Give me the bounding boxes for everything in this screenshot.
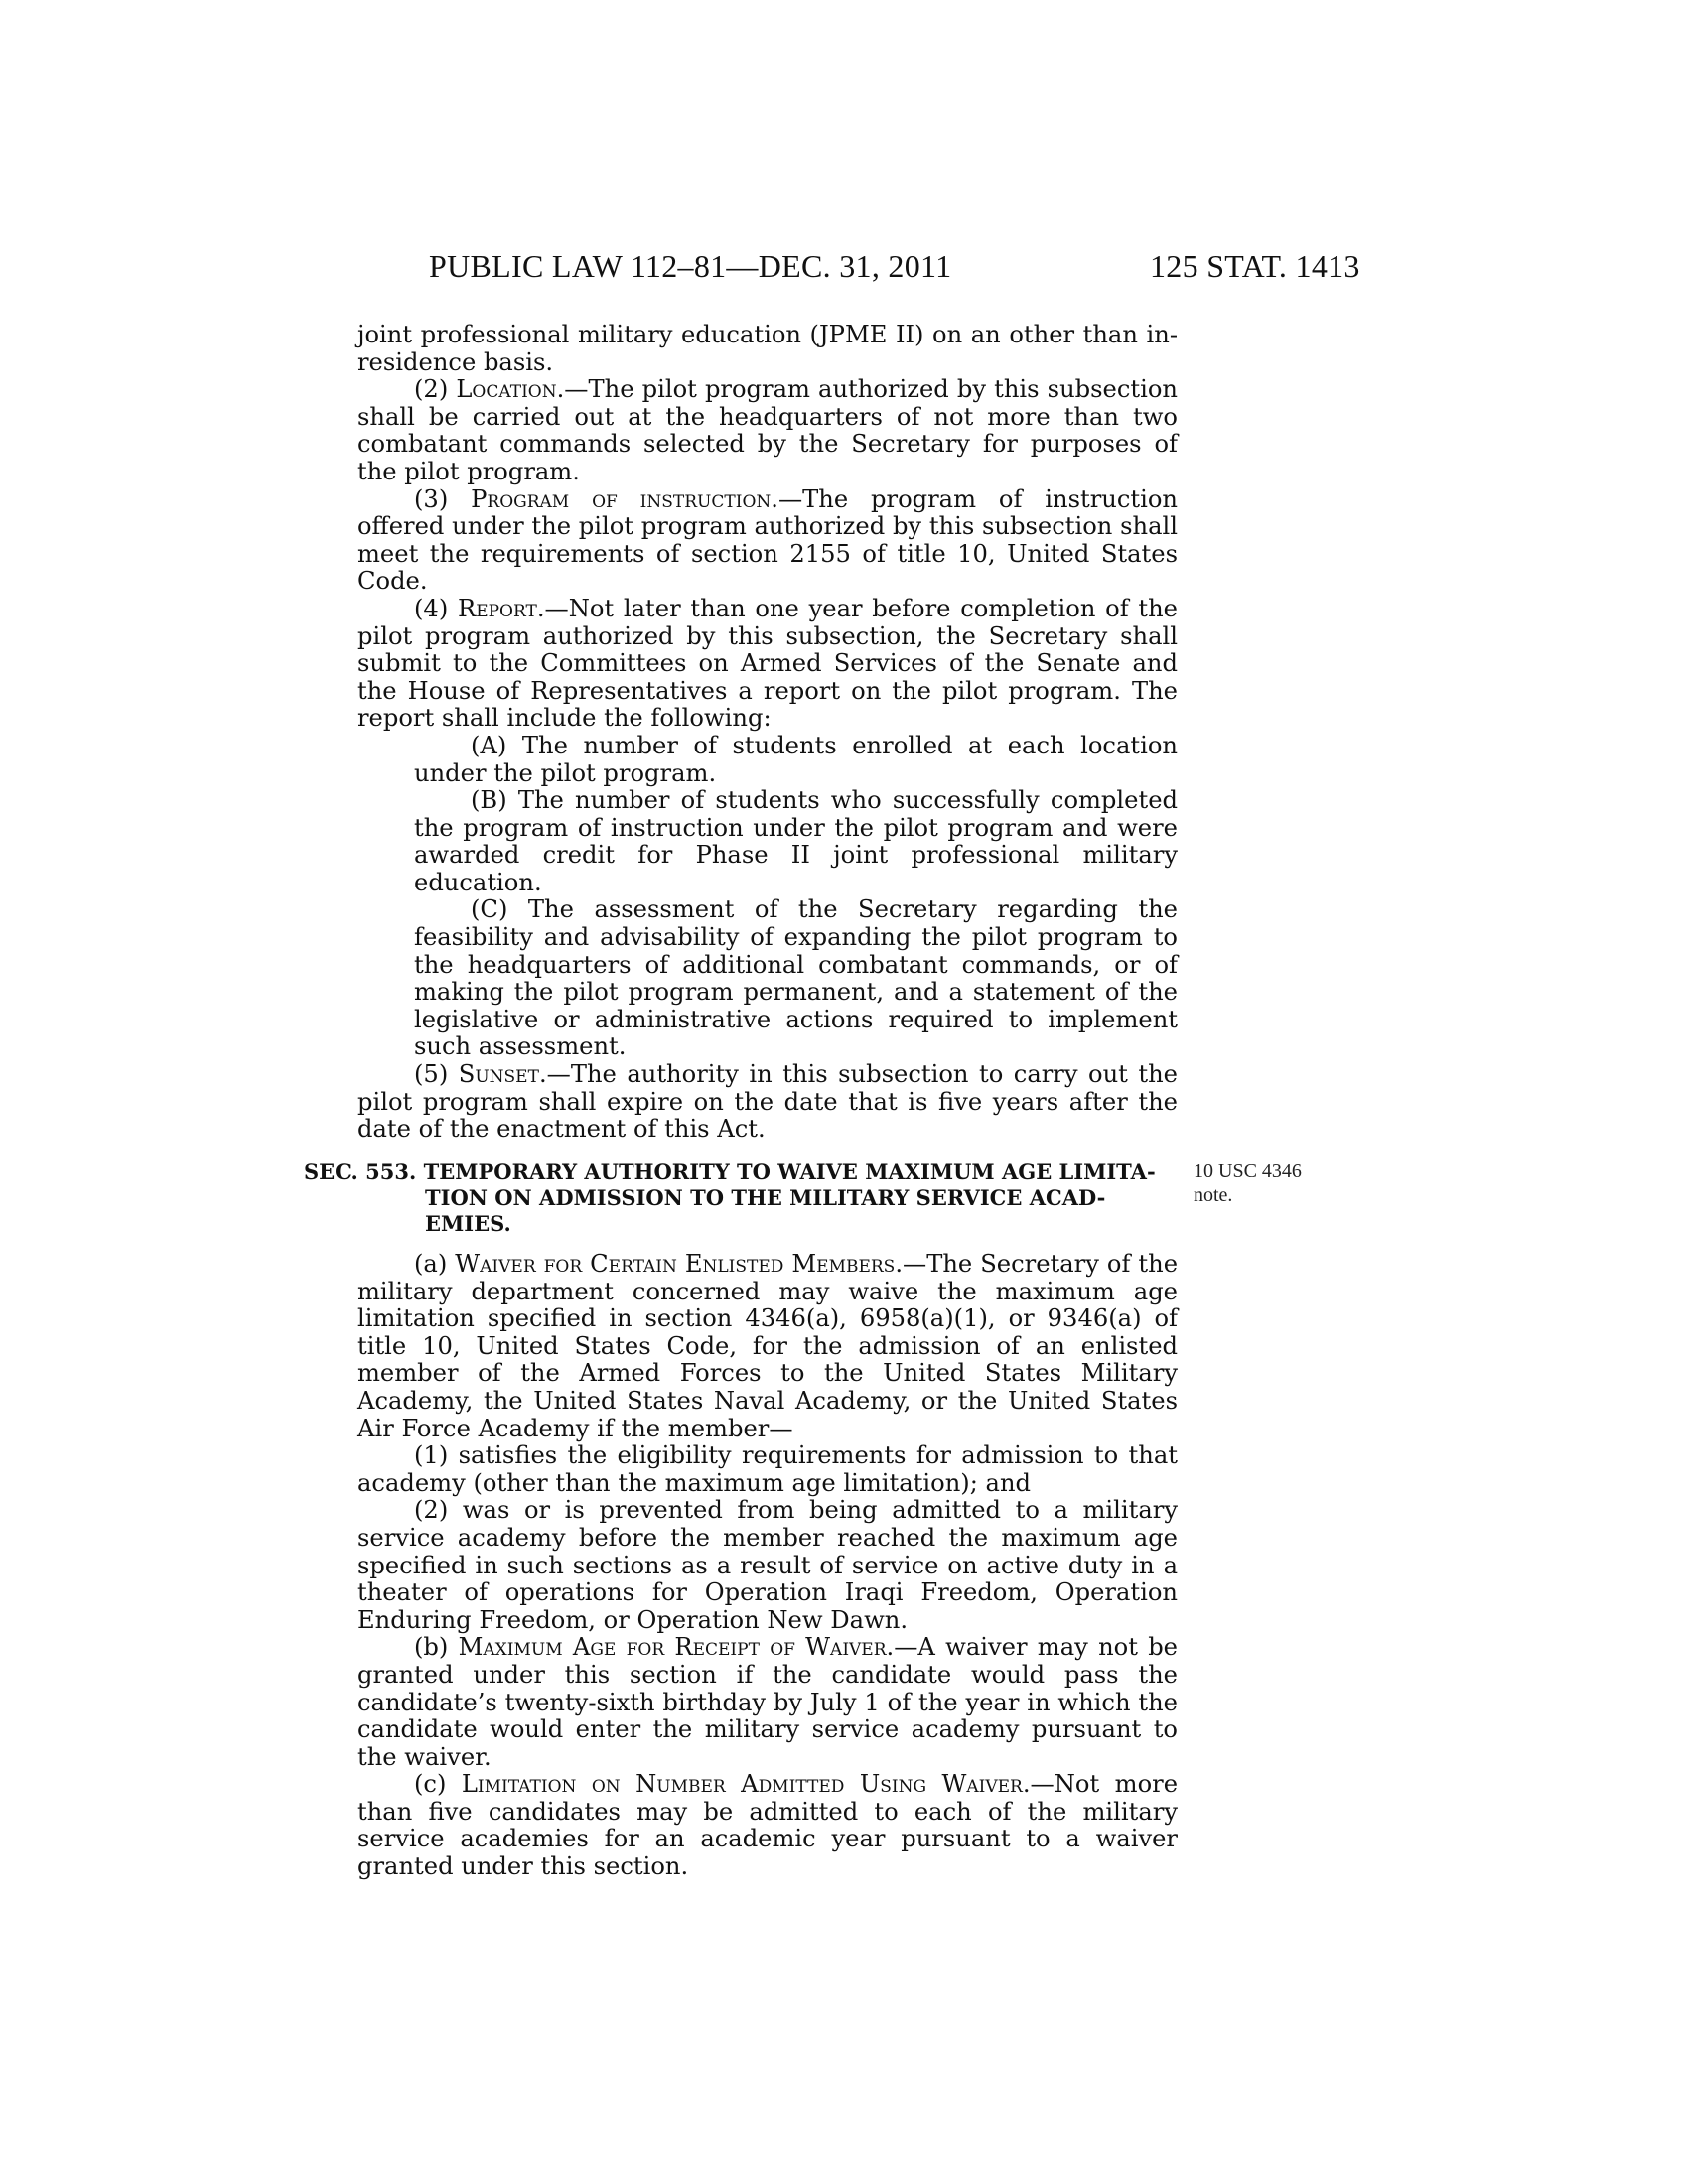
subsection-caption: Limitation on Number Admitted Using Waiver xyxy=(461,1770,1023,1799)
section-heading-line-2: TION ON ADMISSION TO THE MILITARY SERVICE ACAD- xyxy=(425,1185,1106,1210)
text-block-sec-553 xyxy=(357,1251,1178,1881)
margin-note xyxy=(1194,1160,1302,1207)
paragraph-text: .—The authority in this subsection to carry out the pilot program shall expire on the date that is five years after the date of the enactment of this Act. xyxy=(357,1060,1178,1144)
section-heading xyxy=(304,1160,1178,1237)
margin-note-citation: 10 USC 4346 xyxy=(1194,1160,1302,1182)
paragraph-caption: Location xyxy=(456,375,557,404)
subsection-text: .—Not more than five candidates may be admitted to each of the military service academies for an academic year pursuant to a waiver granted under this section. xyxy=(357,1770,1179,1881)
subsection-c xyxy=(357,1771,1178,1880)
subparagraph-c: (C) The assessment of the Secretary regarding the feasibility and advisability of expanding the pilot program to the headquarters of additional combatant commands, or of making the pilot program permanent, and a statement of the legislative or administrative actions required to implement such assessment. xyxy=(414,895,1178,1061)
subsection-text: .—The Secretary of the military department concerned may waive the maximum age limitation specified in section 4346(a), 6958(a)(1), or 9346(a) of title 10, United States Code, for the admission of an enlisted member of the Armed Forces to the United States Military Academy, the United States Naval Academy, or the United States Air Force Academy if the member— xyxy=(357,1250,1179,1442)
section-heading-line-3: EMIES. xyxy=(425,1211,511,1236)
running-header-title: PUBLIC LAW 112–81—DEC. 31, 2011 xyxy=(429,248,952,284)
paragraph-label: (5) xyxy=(414,1060,459,1089)
subsection-caption: Waiver for Certain Enlisted Members xyxy=(455,1250,896,1278)
paragraph-continuation: joint professional military education (JPME II) on an other than in-residence basis. xyxy=(357,321,1178,376)
paragraph-caption: Report xyxy=(458,594,537,622)
paragraph-report xyxy=(357,596,1178,733)
subsection-caption: Maximum Age for Receipt of Waiver xyxy=(458,1633,887,1662)
paragraph-label: (3) xyxy=(414,484,472,513)
subsection-label: (a) xyxy=(414,1250,456,1278)
margin-note-suffix: note. xyxy=(1194,1184,1233,1206)
subsection-text: .—A waiver may not be granted under this section if the candidate would pass the candidate’s twenty-sixth birthday by July 1 of the year in which the candidate would enter the military service academy pursuant to the waiver. xyxy=(357,1633,1178,1771)
subsection-label: (c) xyxy=(414,1770,462,1799)
subsection-b xyxy=(357,1634,1178,1771)
paragraph-caption: Sunset xyxy=(458,1060,539,1089)
paragraph-location xyxy=(357,376,1178,485)
paragraph-text: .—The pilot program authorized by this subsection shall be carried out at the headquarters of not more than two combatant commands selected by the Secretary for purposes of the pilot program. xyxy=(357,375,1178,485)
paragraph-text: .—Not later than one year before completion of the pilot program authorized by this subsection, the Secretary shall submit to the Committees on Armed Services of the Senate and the House of Representatives a report on the pilot program. The report shall include the following: xyxy=(357,594,1178,733)
subparagraph-b: (B) The number of students who successfully completed the program of instruction under the pilot program and were awarded credit for Phase II joint professional military education. xyxy=(414,786,1178,896)
paragraph-text: .—The program of instruction offered under the pilot program authorized by this subsection shall meet the requirements of section 2155 of title 10, United States Code. xyxy=(357,484,1179,596)
subsection-a xyxy=(357,1251,1178,1442)
running-header-page-ref: 125 STAT. 1413 xyxy=(1150,248,1360,284)
subsection-label: (b) xyxy=(414,1633,459,1662)
paragraph-label: (2) xyxy=(414,375,457,404)
paragraph-1: (1) satisfies the eligibility requirements for admission to that academy (other than the maximum age limitation); and xyxy=(357,1441,1178,1497)
section-label: SEC. 553. xyxy=(304,1160,424,1184)
paragraph-caption: Program of instruction xyxy=(471,484,772,513)
paragraph-program-of-instruction xyxy=(357,486,1178,596)
section-heading-line-1: TEMPORARY AUTHORITY TO WAIVE MAXIMUM AGE LIMITA- xyxy=(423,1160,1156,1184)
paragraph-2: (2) was or is prevented from being admitted to a military service academy before the member reached the maximum age specified in such sections as a result of service on active duty in a theater of operations for Operation Iraqi Freedom, Operation Enduring Freedom, or Operation New Dawn. xyxy=(357,1496,1178,1634)
subparagraph-a: (A) The number of students enrolled at each location under the pilot program. xyxy=(414,731,1178,787)
text-block-pilot-program xyxy=(357,322,1178,1144)
paragraph-label: (4) xyxy=(414,594,458,622)
paragraph-sunset xyxy=(357,1061,1178,1144)
